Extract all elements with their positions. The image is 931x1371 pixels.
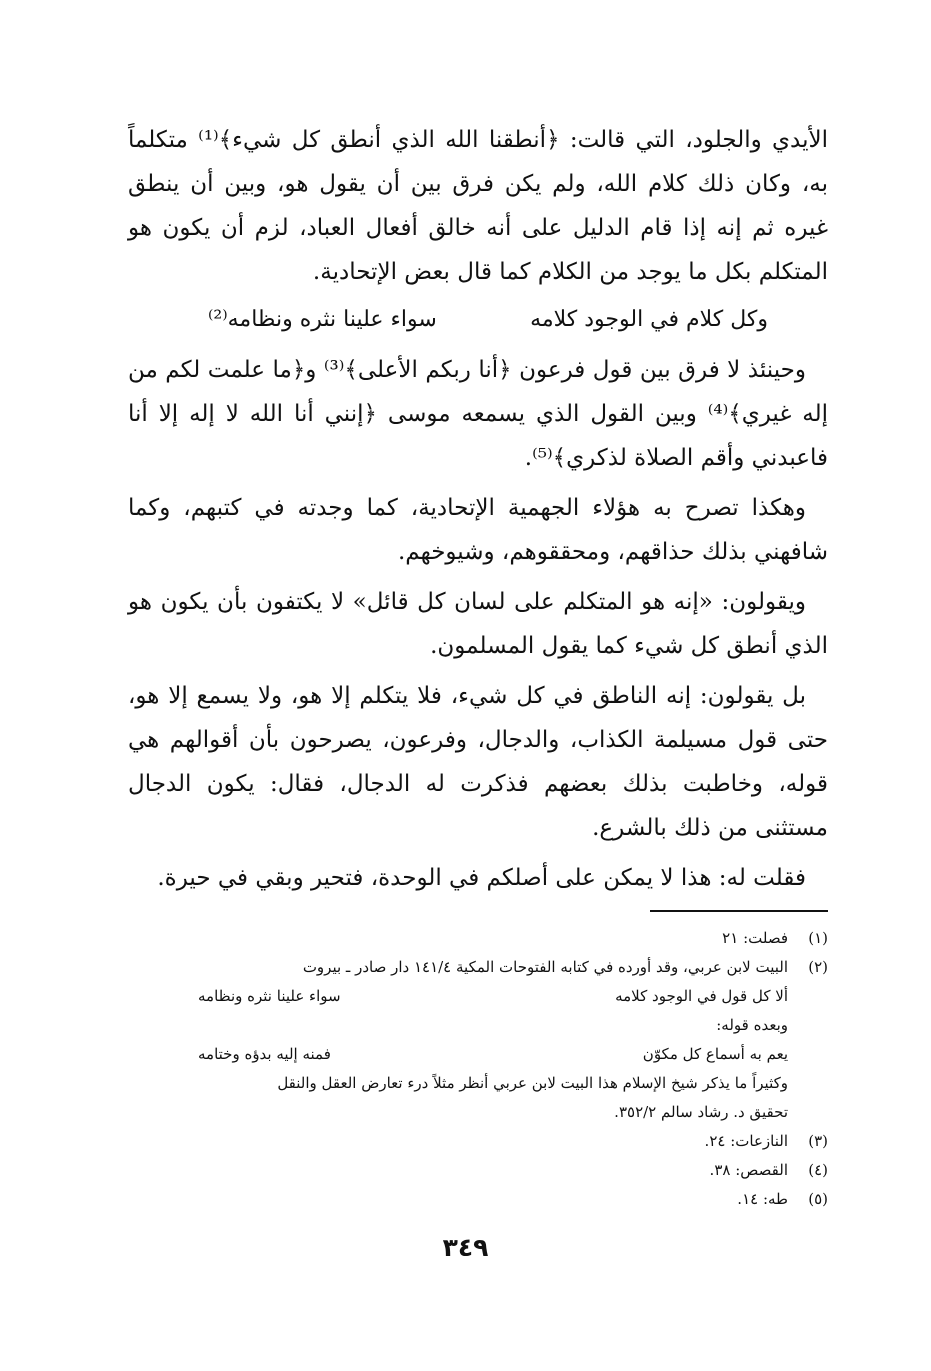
footnote-number: (٥) <box>808 1190 828 1208</box>
paragraph-5-text: بل يقولون: إنه الناطق في كل شيء، فلا يتكلم إلا هو، ولا يسمع إلا هو، حتى قول مسيلمة الكذاب، والدجال، وفرعون، يصرحون بأن أقوالهم هي قوله، وخاطبت بذلك بعضهم فذكرت له الدجال، فقال: يكون الدجال مستثنى من ذلك بالشرع. <box>128 683 828 841</box>
page-number: ٣٤٩ <box>442 1233 489 1262</box>
paragraph-6 <box>128 856 828 900</box>
footnote-text: البيت لابن عربي، وقد أورده في كتابه الفتوحات المكية ١٤١/٤ دار صادر ـ بيروت <box>302 958 788 976</box>
footnote-text: طه: ١٤. <box>737 1190 788 1208</box>
footnote-4 <box>128 1156 828 1185</box>
footnote-text: وبعده قوله: <box>716 1016 788 1034</box>
footnote-text: تحقيق د. رشاد سالم ٣٥٢/٢. <box>614 1103 788 1121</box>
footnote-number: (٢) <box>808 958 828 976</box>
footnote-text: فصلت: ٢١ <box>722 929 788 947</box>
footnote-verse-left: فمنه إليه بدؤه وختامه <box>198 1045 331 1063</box>
footnote-text: النازعات: ٢٤. <box>704 1132 788 1150</box>
page-content <box>128 118 828 1268</box>
paragraph-4-text: ويقولون: «إنه هو المتكلم على لسان كل قائل» لا يكتفون بأن يكون هو الذي أنطق كل شيء كما يقول المسلمون. <box>128 589 828 659</box>
footnote-3 <box>128 1127 828 1156</box>
paragraph-3-text: وهكذا تصرح به هؤلاء الجهمية الإتحادية، كما وجدته في كتبهم، وكما شافهني بذلك حذاقهم، ومحققوهم، وشيوخهم. <box>128 495 828 565</box>
footnote-verse-left: سواء علينا نثره ونظامه <box>198 987 341 1005</box>
footnote-number: (٣) <box>808 1132 828 1150</box>
poetry-verse <box>128 300 828 340</box>
footnote-separator <box>650 910 828 912</box>
footnote-1 <box>128 924 828 953</box>
footnote-text: القصص: ٣٨. <box>709 1161 788 1179</box>
footnote-verse-2 <box>128 1040 788 1069</box>
footnote-verse-1 <box>128 982 788 1011</box>
footnote-number: (٤) <box>808 1161 828 1179</box>
footnote-text: وكثيراً ما يذكر شيخ الإسلام هذا البيت لابن عربي أنظر مثلاً درء تعارض العقل والنقل <box>277 1074 788 1092</box>
verse-hemistich-right: وكل كلام في الوجود كلامه <box>530 307 768 332</box>
footnote-verse-right: ألا كل قول في الوجود كلامه <box>615 987 788 1005</box>
paragraph-4 <box>128 580 828 668</box>
paragraph-2 <box>128 348 828 480</box>
paragraph-2-text: وحينئذ لا فرق بين قول فرعون ﴿أنا ربكم الأعلى﴾⁽³⁾ و﴿ما علمت لكم من إله غيري﴾⁽⁴⁾ وبين القول الذي يسمعه موسى ﴿إنني أنا الله لا إله إلا أنا فاعبدني وأقم الصلاة لذكري﴾⁽⁵⁾. <box>128 357 828 471</box>
footnote-body <box>128 953 788 1127</box>
footnote-verse-right: يعم به أسماع كل مكوّن <box>642 1045 788 1063</box>
footnote-number: (١) <box>808 929 828 947</box>
verse-hemistich-left: سواء علينا نثره ونظامه⁽²⁾ <box>208 307 437 332</box>
paragraph-6-text: فقلت له: هذا لا يمكن على أصلكم في الوحدة، فتحير وبقي في حيرة. <box>157 865 806 891</box>
paragraph-5 <box>128 674 828 850</box>
paragraph-1 <box>128 118 828 294</box>
footnote-2 <box>128 953 828 1127</box>
paragraph-3 <box>128 486 828 574</box>
paragraph-1-text: الأيدي والجلود، التي قالت: ﴿أنطقنا الله الذي أنطق كل شيء﴾⁽¹⁾ متكلماً به، وكان ذلك كلام الله، ولم يكن فرق بين أن يقول هو، وبين أن ينطق غيره ثم إنه إذا قام الدليل على أنه خالق أفعال العباد، لزم أن يكون هو المتكلم بكل ما يوجد من الكلام كما قال بعض الإتحادية. <box>128 127 828 285</box>
footnote-5 <box>128 1185 828 1214</box>
